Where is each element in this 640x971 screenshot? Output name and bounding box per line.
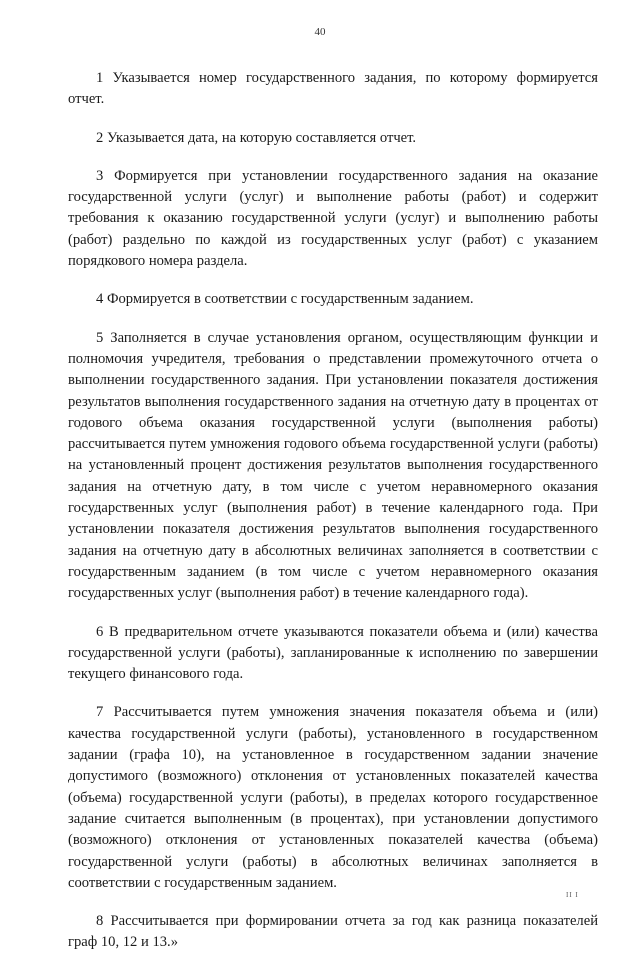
note-5: 5 Заполняется в случае установления органом, осуществляющим функции и полномочия учредителя, требования о представлении промежуточного отчета о выполнении государственного задания. При установлении показателя достижения результатов выполнения государственного задания на отчетную дату в процентах от годового объема оказания государственной услуги (выполнения работы) рассчитывается путем умножения годового объема государственной услуги (работы) на установленный процент достижения результатов выполнения государственного задания на отчетную дату, в том числе с учетом неравномерного оказания государственных услуг (выполнения работ) в течение календарного года. При установлении показателя достижения результатов выполнения государственного задания на отчетную дату в абсолютных величинах заполняется в соответствии с государственным заданием (в том числе с учетом неравномерного оказания государственных услуг (выполнения работ) в течение календарного года).	[68, 329, 598, 602]
note-8: 8 Рассчитывается при формировании отчета за год как разница показателей граф 10, 12 и 13.»	[68, 913, 598, 951]
notes-list	[68, 68, 598, 971]
corner-scan-mark: II I	[566, 891, 579, 899]
note-3: 3 Формируется при установлении государственного задания на оказание государственной услуги (услуг) и выполнение работы (работ) и содержит требования к оказанию государственной услуги (услуг) и выполнению работы (работ) раздельно по каждой из государственных услуг (работ) с указанием порядкового номера раздела.	[68, 167, 598, 270]
note-2: 2 Указывается дата, на которую составляется отчет.	[96, 129, 417, 146]
page-number: 40	[314, 26, 326, 38]
note-7: 7 Рассчитывается путем умножения значения показателя объема и (или) качества государственной услуги (работы), установленного в государственном задании (графа 10), на установленное в государственном задании значение допустимого (возможного) отклонения от установленных показателей качества (объема) государственной услуги (работы), в пределах которого государственное задание считается выполненным (в процентах), при установлении допустимого (возможного) отклонения от установленных показателей качества (объема) государственной услуги (работы) в абсолютных величинах заполняется в соответствии с государственным заданием.	[68, 704, 598, 891]
note-6: 6 В предварительном отчете указываются показатели объема и (или) качества государственной услуги (работы), запланированные к исполнению по завершении текущего финансового года.	[68, 623, 598, 683]
note-4: 4 Формируется в соответствии с государственным заданием.	[96, 291, 474, 308]
note-1: 1 Указывается номер государственного задания, по которому формируется отчет.	[68, 70, 598, 108]
